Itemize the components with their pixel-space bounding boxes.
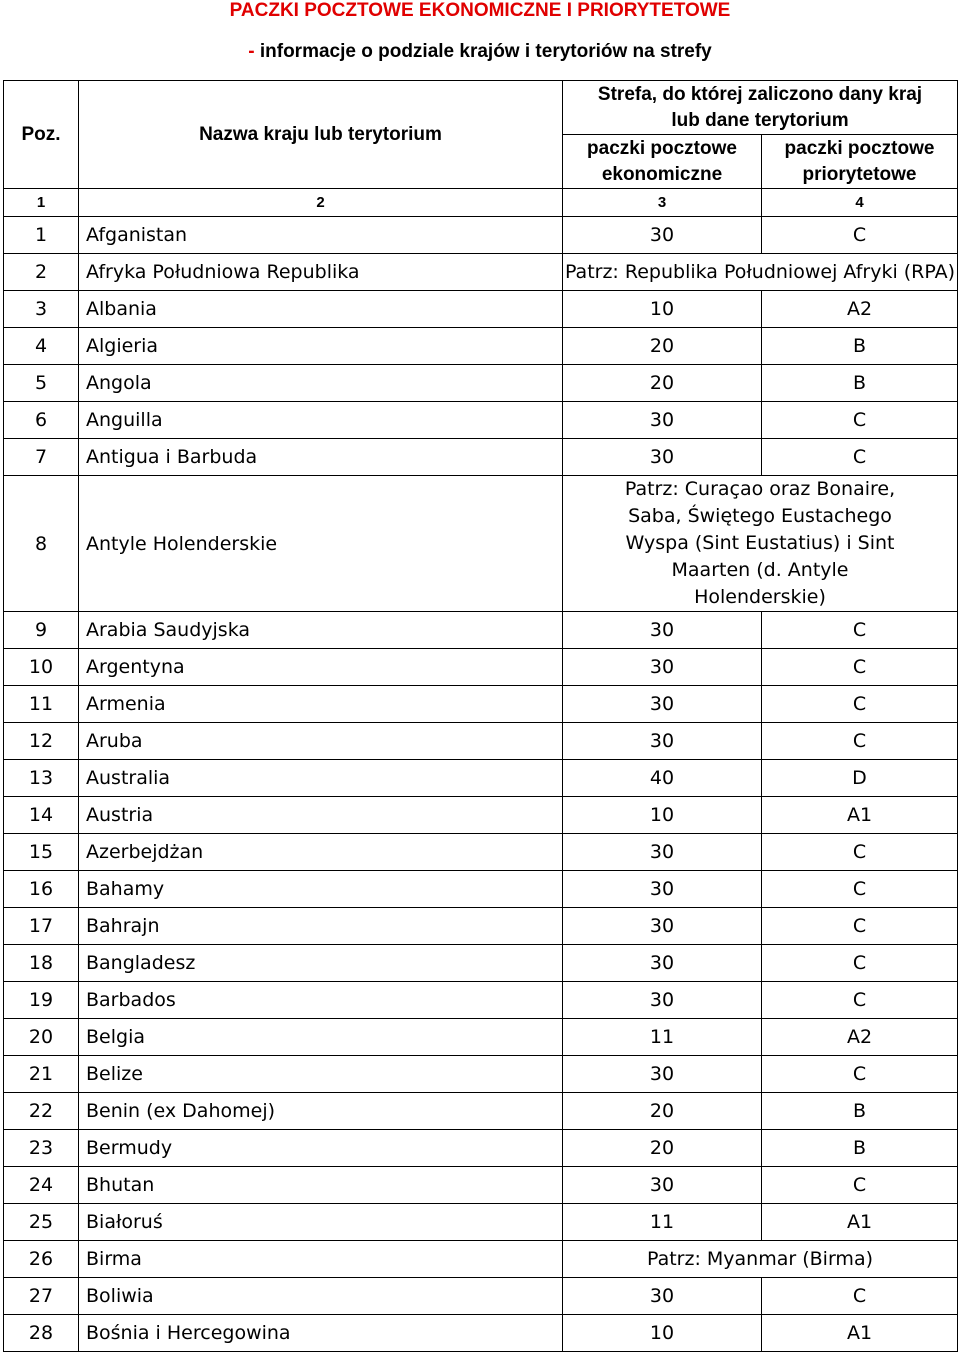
row-position: 16: [4, 871, 79, 908]
economic-zone: 30: [563, 402, 762, 439]
country-name: Argentyna: [79, 649, 563, 686]
priority-zone: C: [762, 1167, 958, 1204]
priority-zone: C: [762, 439, 958, 476]
col-number: 3: [563, 189, 762, 217]
country-name: Afryka Południowa Republika: [79, 254, 563, 291]
country-name: Azerbejdżan: [79, 834, 563, 871]
table-row: [4, 723, 958, 760]
table-row: [4, 612, 958, 649]
row-position: 1: [4, 217, 79, 254]
column-numbers-row: [4, 189, 958, 217]
country-name: Arabia Saudyjska: [79, 612, 563, 649]
row-position: 11: [4, 686, 79, 723]
economic-zone: 30: [563, 1056, 762, 1093]
priority-zone: C: [762, 1056, 958, 1093]
priority-zone: B: [762, 1130, 958, 1167]
priority-zone: C: [762, 402, 958, 439]
economic-zone: 30: [563, 982, 762, 1019]
table-row: [4, 908, 958, 945]
country-name: Australia: [79, 760, 563, 797]
country-name: Antigua i Barbuda: [79, 439, 563, 476]
priority-zone: C: [762, 982, 958, 1019]
country-name: Bahrajn: [79, 908, 563, 945]
economic-zone: 30: [563, 908, 762, 945]
priority-zone: B: [762, 365, 958, 402]
row-position: 15: [4, 834, 79, 871]
economic-zone: 30: [563, 945, 762, 982]
country-name: Barbados: [79, 982, 563, 1019]
table-row: [4, 1315, 958, 1352]
priority-zone: C: [762, 834, 958, 871]
table-row: [4, 760, 958, 797]
table-row: [4, 402, 958, 439]
row-position: 6: [4, 402, 79, 439]
economic-zone: 30: [563, 834, 762, 871]
country-name: Belize: [79, 1056, 563, 1093]
economic-zone: 30: [563, 217, 762, 254]
row-position: 27: [4, 1278, 79, 1315]
col-number: 2: [79, 189, 563, 217]
zones-table: [3, 80, 958, 1352]
table-row: [4, 982, 958, 1019]
table-row: [4, 649, 958, 686]
country-name: Angola: [79, 365, 563, 402]
header-name: Nazwa kraju lub terytorium: [79, 81, 563, 189]
row-position: 23: [4, 1130, 79, 1167]
row-position: 8: [4, 476, 79, 612]
document-title: PACZKI POCZTOWE EKONOMICZNE I PRIORYTETOWE: [229, 0, 731, 21]
priority-zone: C: [762, 612, 958, 649]
row-position: 19: [4, 982, 79, 1019]
economic-zone: 10: [563, 1315, 762, 1352]
country-name: Bermudy: [79, 1130, 563, 1167]
country-name: Albania: [79, 291, 563, 328]
country-name: Anguilla: [79, 402, 563, 439]
row-position: 5: [4, 365, 79, 402]
header-zone-group: Strefa, do której zaliczono dany kraj lub dane terytorium: [563, 81, 958, 135]
row-position: 18: [4, 945, 79, 982]
table-row: [4, 686, 958, 723]
table-row: [4, 365, 958, 402]
row-position: 10: [4, 649, 79, 686]
economic-zone: 20: [563, 328, 762, 365]
header-priority: paczki pocztowe priorytetowe: [762, 135, 958, 189]
country-name: Benin (ex Dahomej): [79, 1093, 563, 1130]
row-position: 22: [4, 1093, 79, 1130]
table-row: [4, 291, 958, 328]
priority-zone: A1: [762, 1315, 958, 1352]
country-name: Białoruś: [79, 1204, 563, 1241]
economic-zone: 20: [563, 1130, 762, 1167]
row-position: 17: [4, 908, 79, 945]
see-reference: Patrz: Republika Południowej Afryki (RPA): [563, 254, 958, 291]
row-position: 24: [4, 1167, 79, 1204]
country-name: Bangladesz: [79, 945, 563, 982]
priority-zone: A2: [762, 291, 958, 328]
economic-zone: 11: [563, 1204, 762, 1241]
economic-zone: 30: [563, 871, 762, 908]
table-row: [4, 834, 958, 871]
priority-zone: C: [762, 217, 958, 254]
economic-zone: 10: [563, 291, 762, 328]
country-name: Aruba: [79, 723, 563, 760]
country-name: Bhutan: [79, 1167, 563, 1204]
table-row: [4, 1130, 958, 1167]
country-name: Bahamy: [79, 871, 563, 908]
economic-zone: 30: [563, 439, 762, 476]
document-subtitle: [0, 41, 960, 63]
table-row: [4, 328, 958, 365]
economic-zone: 30: [563, 686, 762, 723]
priority-zone: C: [762, 723, 958, 760]
priority-zone: B: [762, 328, 958, 365]
row-position: 25: [4, 1204, 79, 1241]
priority-zone: C: [762, 1278, 958, 1315]
row-position: 14: [4, 797, 79, 834]
economic-zone: 30: [563, 649, 762, 686]
priority-zone: C: [762, 649, 958, 686]
priority-zone: A1: [762, 1204, 958, 1241]
country-name: Antyle Holenderskie: [79, 476, 563, 612]
economic-zone: 30: [563, 612, 762, 649]
table-row: [4, 439, 958, 476]
col-number: 4: [762, 189, 958, 217]
row-position: 13: [4, 760, 79, 797]
header-pos: Poz.: [4, 81, 79, 189]
row-position: 21: [4, 1056, 79, 1093]
country-name: Austria: [79, 797, 563, 834]
header-row: [4, 81, 958, 135]
country-name: Armenia: [79, 686, 563, 723]
economic-zone: 20: [563, 1093, 762, 1130]
priority-zone: A1: [762, 797, 958, 834]
header-economic: paczki pocztowe ekonomiczne: [563, 135, 762, 189]
subtitle-dash: -: [248, 41, 255, 62]
priority-zone: B: [762, 1093, 958, 1130]
table-row: [4, 217, 958, 254]
see-reference: Patrz: Myanmar (Birma): [563, 1241, 958, 1278]
subtitle-text: informacje o podziale krajów i terytoriów na strefy: [259, 41, 712, 62]
country-name: Algieria: [79, 328, 563, 365]
table-row: [4, 797, 958, 834]
table-row: [4, 1167, 958, 1204]
table-row: [4, 1278, 958, 1315]
country-name: Birma: [79, 1241, 563, 1278]
row-position: 20: [4, 1019, 79, 1056]
economic-zone: 11: [563, 1019, 762, 1056]
row-position: 7: [4, 439, 79, 476]
economic-zone: 10: [563, 797, 762, 834]
col-number: 1: [4, 189, 79, 217]
priority-zone: C: [762, 908, 958, 945]
country-name: Belgia: [79, 1019, 563, 1056]
row-position: 3: [4, 291, 79, 328]
row-position: 12: [4, 723, 79, 760]
row-position: 26: [4, 1241, 79, 1278]
economic-zone: 20: [563, 365, 762, 402]
table-row: [4, 254, 958, 291]
table-row: [4, 1019, 958, 1056]
economic-zone: 30: [563, 723, 762, 760]
priority-zone: C: [762, 871, 958, 908]
row-position: 9: [4, 612, 79, 649]
table-row: [4, 1056, 958, 1093]
table-row: [4, 871, 958, 908]
row-position: 4: [4, 328, 79, 365]
table-row: [4, 1241, 958, 1278]
economic-zone: 30: [563, 1167, 762, 1204]
row-position: 2: [4, 254, 79, 291]
row-position: 28: [4, 1315, 79, 1352]
see-reference: Patrz: Curaçao oraz Bonaire, Saba, Świętego Eustachego Wyspa (Sint Eustatius) i Sint Maarten (d. Antyle Holenderskie): [563, 476, 958, 612]
economic-zone: 40: [563, 760, 762, 797]
country-name: Afganistan: [79, 217, 563, 254]
table-row: [4, 1093, 958, 1130]
priority-zone: D: [762, 760, 958, 797]
priority-zone: A2: [762, 1019, 958, 1056]
priority-zone: C: [762, 945, 958, 982]
country-name: Bośnia i Hercegowina: [79, 1315, 563, 1352]
country-name: Boliwia: [79, 1278, 563, 1315]
table-row: [4, 476, 958, 612]
priority-zone: C: [762, 686, 958, 723]
table-row: [4, 945, 958, 982]
table-row: [4, 1204, 958, 1241]
economic-zone: 30: [563, 1278, 762, 1315]
